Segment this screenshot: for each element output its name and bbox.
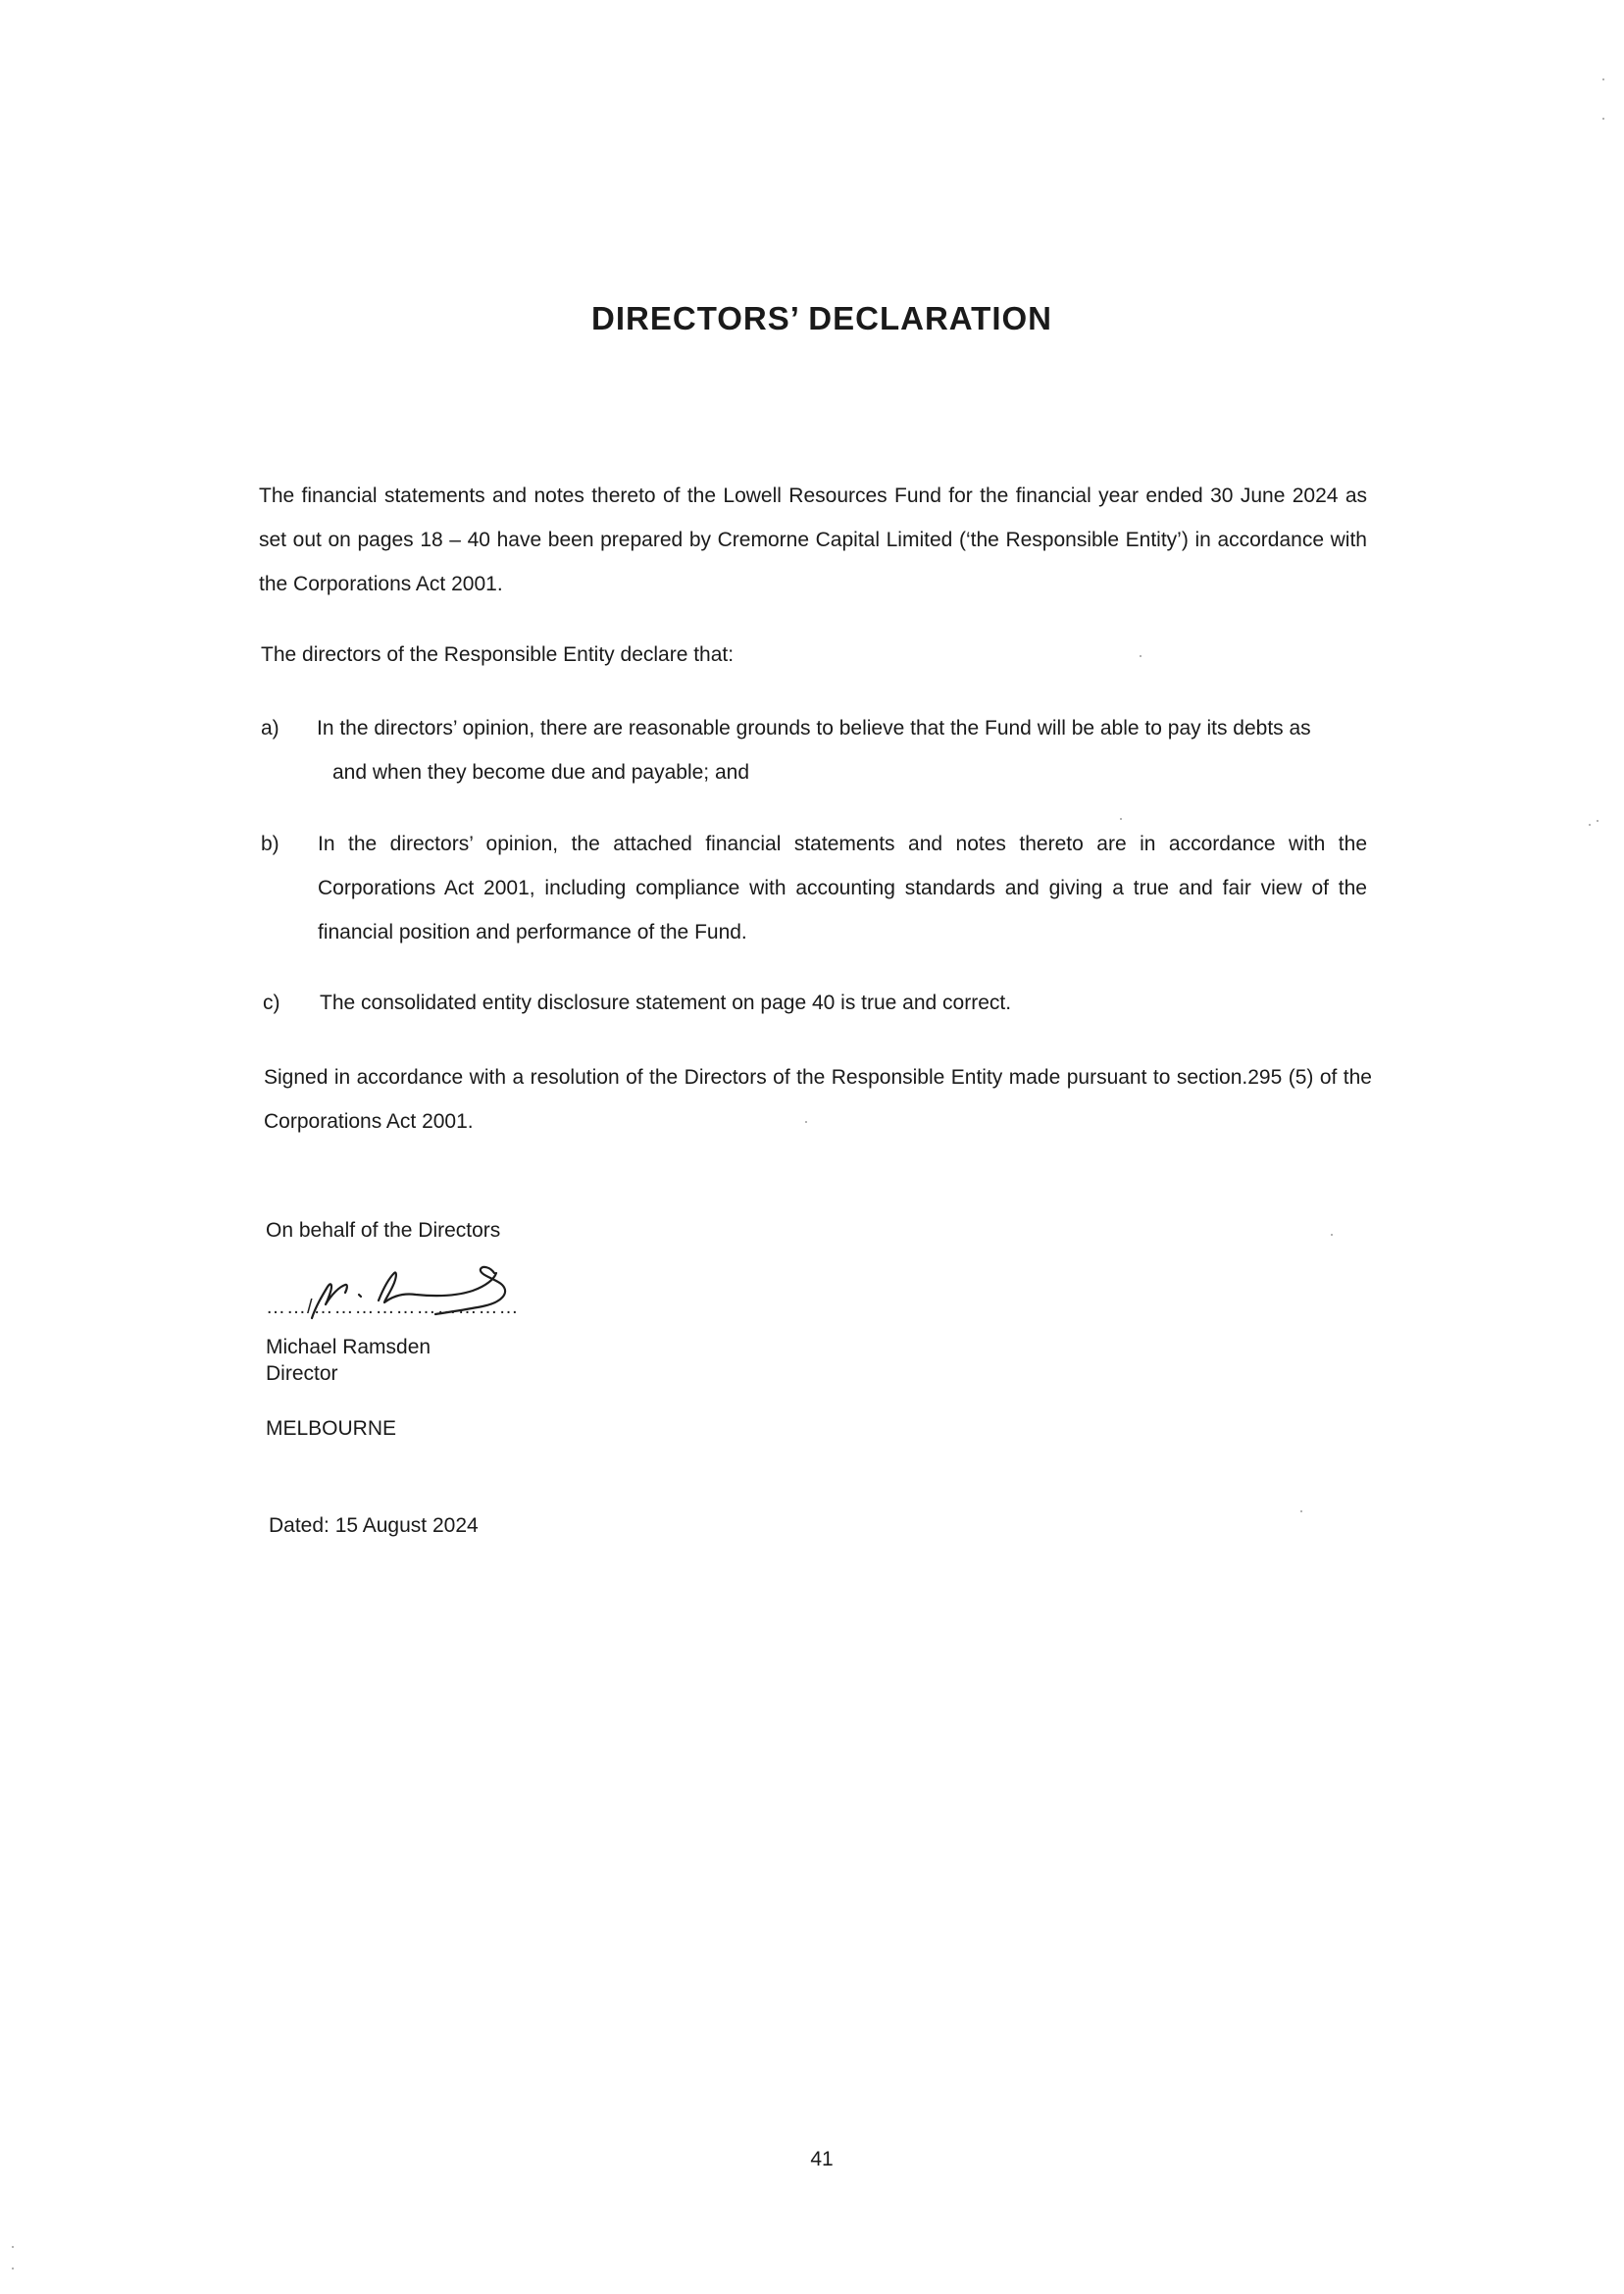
scan-speck	[1597, 820, 1599, 822]
scan-speck	[1602, 78, 1604, 80]
scan-speck	[1120, 818, 1122, 820]
item-text-continuation: and when they become due and payable; and	[332, 761, 749, 784]
signer-role: Director	[266, 1362, 338, 1385]
item-text: In the directors’ opinion, the attached financial statements and notes thereto are in accordance with the Corporations Act 2001, including compliance with accounting standards and giving a true and fair view of the financial position and performance of the Fund.	[318, 833, 1367, 943]
item-text	[317, 706, 1366, 794]
signing-date: Dated: 15 August 2024	[269, 1514, 479, 1537]
item-text-first-line: In the directors’ opinion, there are reasonable grounds to believe that the Fund will be able to pay its debts as	[317, 717, 1311, 739]
signer-name: Michael Ramsden	[266, 1336, 431, 1358]
declaration-item-a	[261, 706, 1374, 794]
scan-speck	[1602, 118, 1604, 120]
scan-speck	[12, 2246, 14, 2248]
signed-paragraph: Signed in accordance with a resolution of the Directors of the Responsible Entity made pursuant to section.295 (5) of the Corporations Act 2001.	[264, 1066, 1372, 1133]
scan-speck	[1331, 1234, 1333, 1236]
scan-speck	[805, 1121, 807, 1123]
scan-speck	[1140, 655, 1142, 657]
item-marker: b)	[261, 833, 279, 855]
signing-city: MELBOURNE	[266, 1417, 397, 1440]
item-marker: c)	[263, 992, 280, 1014]
intro-paragraph: The financial statements and notes thereto of the Lowell Resources Fund for the financial year ended 30 June 2024 as set out on pages 18 – 40 have been prepared by Cremorne Capital Limited (‘the Responsible Entity’) in accordance with the Corporations Act 2001.	[259, 484, 1367, 595]
declaration-item-c	[263, 981, 1376, 1025]
item-marker: a)	[261, 717, 279, 739]
scan-speck	[12, 2268, 14, 2269]
page-title: DIRECTORS’ DECLARATION	[591, 300, 1052, 336]
declaration-item-b	[261, 822, 1374, 954]
item-text: The consolidated entity disclosure statement on page 40 is true and correct.	[320, 992, 1012, 1014]
declaration-lead: The directors of the Responsible Entity declare that:	[261, 643, 735, 666]
page-number: 41	[810, 2148, 834, 2170]
signature-line: ……/…………………………	[266, 1297, 520, 1318]
scan-speck	[1300, 1510, 1302, 1512]
on-behalf-line: On behalf of the Directors	[266, 1219, 501, 1242]
scan-speck	[1589, 824, 1591, 826]
